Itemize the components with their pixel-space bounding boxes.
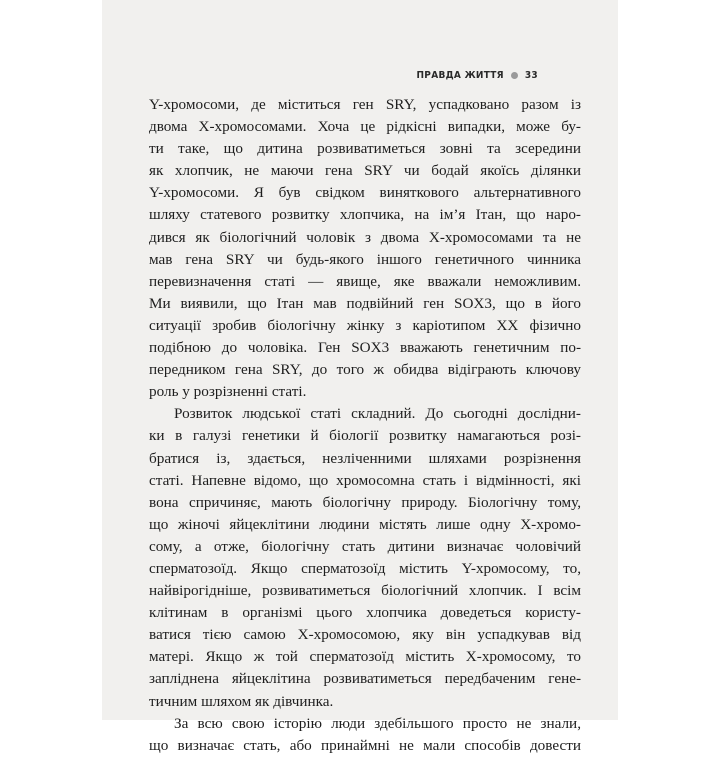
paragraph — [149, 94, 581, 403]
text-line: ватися тією самою X-хромосомою, яку він успадкував від — [149, 626, 581, 644]
text-line: Ми виявили, що Ітан мав подвійний ген SOX3, що в його — [149, 294, 581, 312]
paragraph — [149, 713, 581, 757]
text-line: найвірогідніше, розвиватиметься біологічний хлопчик. І всім — [149, 582, 581, 600]
text-line: матері. Якщо ж той сперматозоїд містить X-хромосому, то — [149, 648, 581, 666]
text-line: сому, а отже, біологічну стать дитини визначає чоловічий — [149, 537, 581, 555]
text-line: статі. Напевне відомо, що хромосомна стать і відмінності, які — [149, 471, 581, 489]
page-number: 33 — [524, 70, 538, 81]
text-line: Y-хромосоми, де міститься ген SRY, успадковано разом із — [149, 96, 581, 113]
running-head — [416, 70, 538, 81]
text-line: Розвиток людської статі складний. До сьогодні дослідни- — [174, 405, 581, 423]
text-line: тичним шляхом як дівчинка. — [149, 692, 334, 710]
separator-dot-icon — [511, 72, 518, 79]
text-line: ситуації зробив біологічну жінку з каріотипом XX фізично — [149, 316, 581, 334]
text-line: сперматозоїд. Якщо сперматозоїд містить Y-хромосому, то, — [149, 559, 581, 577]
text-line: подібною до чоловіка. Ген SOX3 вважають генетичним по- — [149, 339, 581, 357]
text-line: як хлопчик, не маючи гена SRY чи бодай якоїсь ділянки — [149, 162, 581, 180]
text-line: шляху статевого розвитку хлопчика, на ім’я Ітан, що наро- — [149, 206, 581, 224]
text-line: клітинам в організмі цього хлопчика доведеться користу- — [149, 604, 581, 622]
text-line: вона спричиняє, мають біологічну природу. Біологічну тому, — [149, 493, 581, 511]
text-line: роль у розрізненні статі. — [149, 383, 307, 401]
text-line: ки в галузі генетики й біології розвитку намагаються розі- — [149, 427, 581, 445]
text-line: передником гена SRY, до того ж обидва відіграють ключову — [149, 361, 581, 379]
book-page — [102, 0, 618, 754]
text-line: перевизначення статі — явище, яке вважали неможливим. — [149, 272, 581, 290]
text-line: ти таке, що дитина розвиватиметься зовні та зсередини — [149, 140, 581, 158]
paragraph — [149, 403, 581, 712]
text-line: що жіночі яйцеклітини людини містять лише одну X-хромо- — [149, 515, 581, 533]
text-line: братися із, здається, незліченними шляхами розрізнення — [149, 449, 581, 467]
text-line: що визначає стать, або принаймні не мали способів довести — [149, 736, 581, 754]
text-line: мав гена SRY чи будь-якого іншого генетичного чинника — [149, 250, 581, 268]
text-line: дився як біологічний чоловік з двома X-хромосомами та не — [149, 228, 581, 246]
text-line: запліднена яйцеклітина розвиватиметься передбаченим гене- — [149, 670, 581, 688]
running-head-title: ПРАВДА ЖИТТЯ — [416, 70, 504, 81]
text-line: двома X-хромосомами. Хоча це рідкісні випадки, може бу- — [149, 118, 581, 136]
text-line: Y-хромосоми. Я був свідком виняткового альтернативного — [149, 184, 581, 202]
body-text — [149, 94, 581, 757]
text-line: За всю свою історію люди здебільшого просто не знали, — [174, 714, 581, 732]
